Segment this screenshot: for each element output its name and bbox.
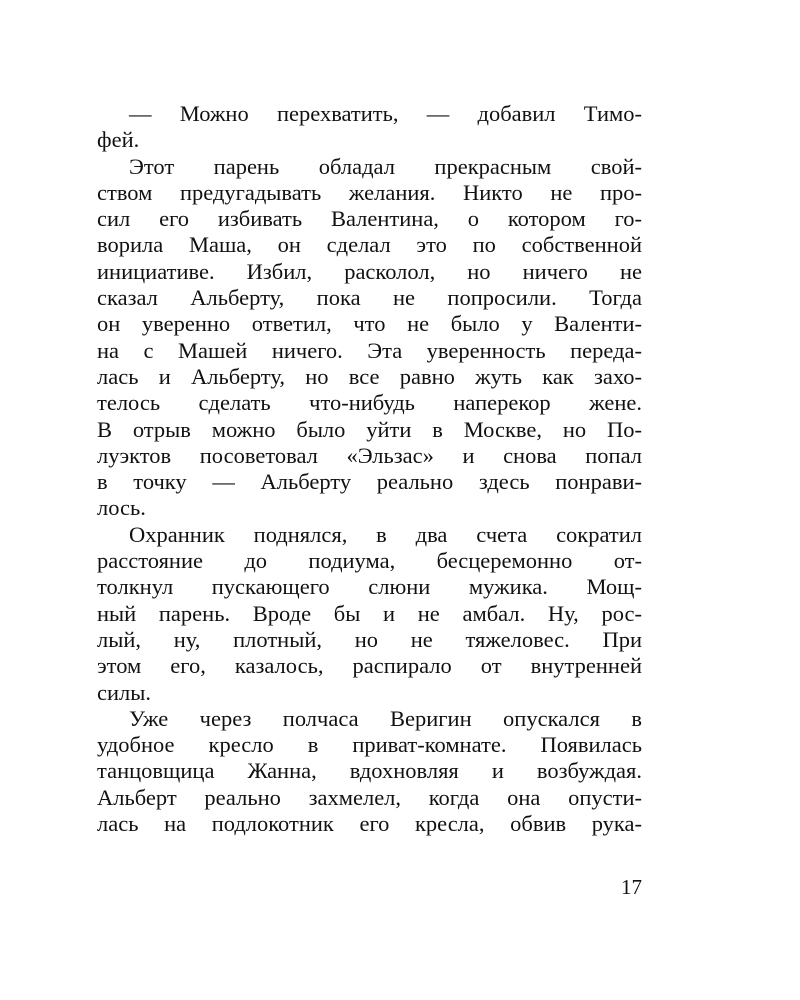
text-line: Альберт реально захмелел, когда она опусти-	[97, 784, 642, 810]
text-line: этом его, казалось, распирало от внутренней	[97, 653, 642, 679]
text-line: телось сделать что-нибудь наперекор жене.	[97, 390, 642, 416]
text-line: силы.	[97, 679, 151, 705]
body-text	[97, 101, 642, 837]
text-line: луэктов посоветовал «Эльзас» и снова попал	[97, 442, 642, 468]
text-line: расстояние до подиума, бесцеремонно от-	[97, 548, 642, 574]
text-line: на с Машей ничего. Эта уверенность переда-	[97, 337, 642, 363]
text-line: он уверенно ответил, что не было у Валенти-	[97, 311, 642, 337]
paragraph	[97, 154, 642, 522]
text-line: сил его избивать Валентина, о котором го-	[97, 206, 642, 232]
text-line: ворила Маша, он сделал это по собственной	[97, 232, 642, 258]
text-line: В отрыв можно было уйти в Москве, но По-	[97, 416, 642, 442]
text-line: инициативе. Избил, расколол, но ничего не	[97, 258, 642, 284]
text-line: лось.	[97, 495, 146, 521]
text-line: танцовщица Жанна, вдохновляя и возбуждая.	[97, 758, 642, 784]
text-line: фей.	[97, 127, 140, 153]
text-line: Уже через полчаса Веригин опускался в	[129, 705, 642, 731]
text-line: лась и Альберту, но все равно жуть как захо-	[97, 363, 642, 389]
text-line: удобное кресло в приват-комнате. Появилась	[97, 732, 642, 758]
text-line: лась на подлокотник его кресла, обвив рука-	[97, 811, 642, 837]
text-line: ный парень. Вроде бы и не амбал. Ну, рос-	[97, 600, 642, 626]
text-line: лый, ну, плотный, но не тяжеловес. При	[97, 626, 642, 652]
text-line: — Можно перехватить, — добавил Тимо-	[129, 101, 642, 126]
paragraph	[97, 706, 642, 837]
page-number: 17	[621, 875, 642, 899]
paragraph	[97, 101, 642, 154]
paragraph	[97, 522, 642, 706]
text-line: сказал Альберту, пока не попросили. Тогда	[97, 285, 642, 311]
text-line: Этот парень обладал прекрасным свой-	[129, 153, 642, 179]
text-line: ством предугадывать желания. Никто не про-	[97, 179, 642, 205]
text-line: Охранник поднялся, в два счета сократил	[129, 521, 642, 547]
text-line: толкнул пускающего слюни мужика. Мощ-	[97, 574, 642, 600]
text-line: в точку — Альберту реально здесь понрави-	[97, 469, 642, 495]
